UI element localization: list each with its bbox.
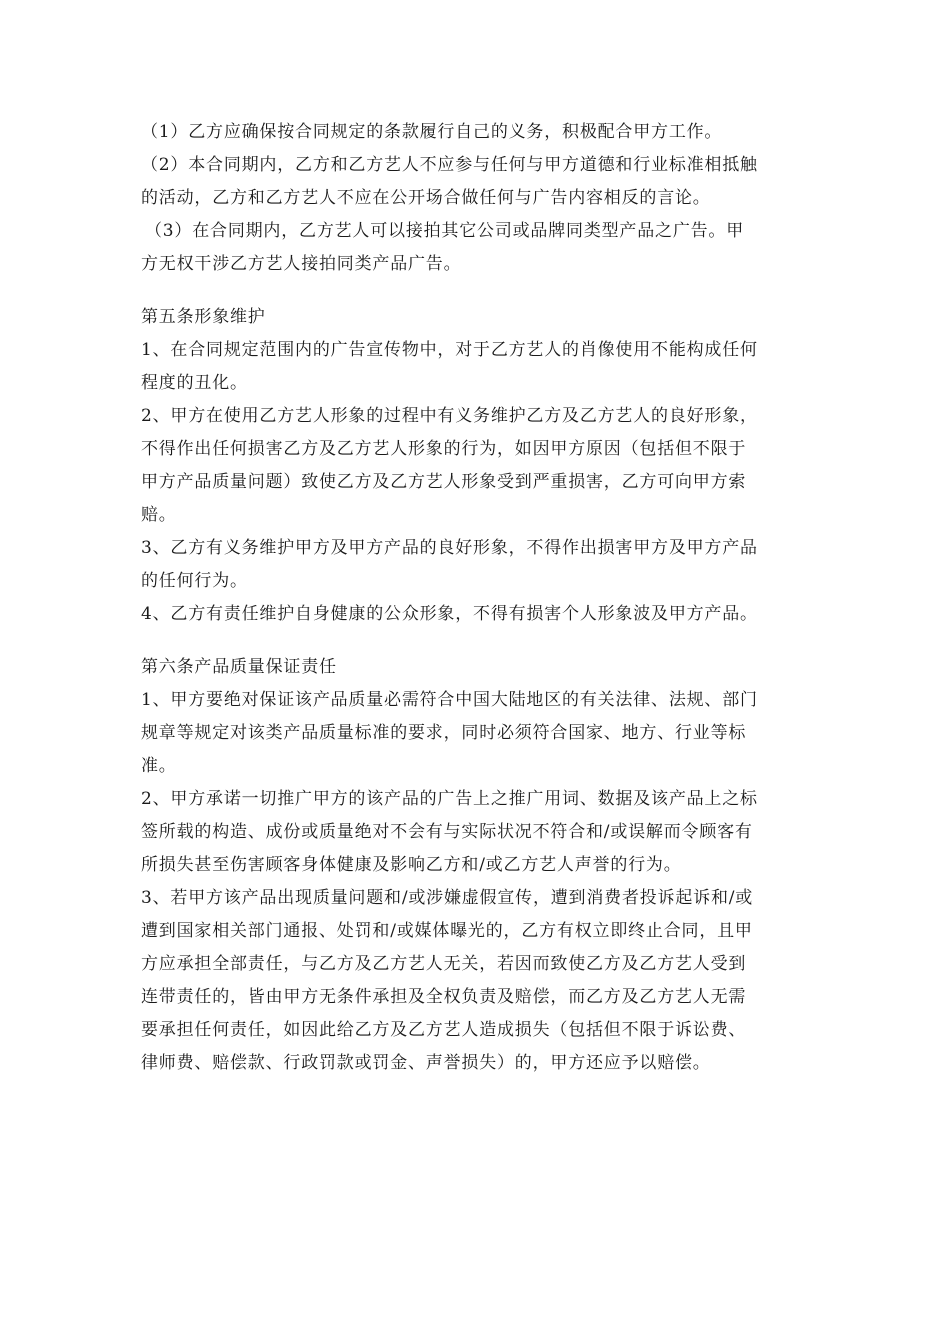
clause-line: 要承担任何责任，如因此给乙方及乙方艺人造成损失（包括但不限于诉讼费、: [141, 1020, 747, 1040]
clause-line: 连带责任的，皆由甲方无条件承担及全权负责及赔偿，而乙方及乙方艺人无需: [141, 987, 747, 1007]
clause-line: 的活动，乙方和乙方艺人不应在公开场合做任何与广告内容相反的言论。: [141, 188, 711, 208]
clause-line: 签所载的构造、成份或质量绝对不会有与实际状况不符合和/或误解而令顾客有: [141, 822, 753, 842]
clause-line: 的任何行为。: [141, 571, 248, 591]
clause-line: 不得作出任何损害乙方及乙方艺人形象的行为，如因甲方原因（包括但不限于: [141, 439, 747, 459]
section-title: 第六条产品质量保证责任: [141, 657, 337, 677]
clause-line: 律师费、赔偿款、行政罚款或罚金、声誉损失）的，甲方还应予以赔偿。: [141, 1053, 711, 1073]
clause-line: 方无权干涉乙方艺人接拍同类产品广告。: [141, 254, 462, 274]
clause-line: （1）乙方应确保按合同规定的条款履行自己的义务，积极配合甲方工作。: [141, 122, 723, 142]
clause-line: 方应承担全部责任，与乙方及乙方艺人无关，若因而致使乙方及乙方艺人受到: [141, 954, 747, 974]
clause-line: 所损失甚至伤害顾客身体健康及影响乙方和/或乙方艺人声誉的行为。: [141, 855, 682, 875]
clause-line: 4、乙方有责任维护自身健康的公众形象，不得有损害个人形象波及甲方产品。: [141, 604, 758, 624]
clause-line: 程度的丑化。: [141, 373, 248, 393]
clause-line: 1、甲方要绝对保证该产品质量必需符合中国大陆地区的有关法律、法规、部门: [141, 690, 758, 710]
section-title: 第五条形象维护: [141, 307, 266, 327]
clause-line: 2、甲方在使用乙方艺人形象的过程中有义务维护乙方及乙方艺人的良好形象，: [141, 406, 758, 426]
section-4-clauses: [141, 116, 806, 281]
clause-line: （3）在合同期内，乙方艺人可以接拍其它公司或品牌同类型产品之广告。甲: [145, 221, 745, 241]
clause-line: 3、乙方有义务维护甲方及甲方产品的良好形象，不得作出损害甲方及甲方产品: [141, 538, 758, 558]
clause-line: 2、甲方承诺一切推广甲方的该产品的广告上之推广用词、数据及该产品上之标: [141, 789, 758, 809]
clause-line: 3、若甲方该产品出现质量问题和/或涉嫌虚假宣传，遭到消费者投诉起诉和/或: [141, 888, 754, 908]
document-page: [141, 116, 806, 1080]
paragraph-gap: [141, 281, 806, 301]
clause-line: 准。: [141, 756, 177, 776]
clause-line: 赔。: [141, 505, 177, 525]
clause-line: 1、在合同规定范围内的广告宣传物中，对于乙方艺人的肖像使用不能构成任何: [141, 340, 758, 360]
clause-line: 规章等规定对该类产品质量标准的要求，同时必须符合国家、地方、行业等标: [141, 723, 747, 743]
section-5: [141, 301, 806, 631]
clause-line: （2）本合同期内，乙方和乙方艺人不应参与任何与甲方道德和行业标准相抵触: [141, 155, 758, 175]
section-6: [141, 651, 806, 1080]
clause-line: 遭到国家相关部门通报、处罚和/或媒体曝光的，乙方有权立即终止合同，且甲: [141, 921, 753, 941]
clause-line: 甲方产品质量问题）致使乙方及乙方艺人形象受到严重损害，乙方可向甲方索: [141, 472, 747, 492]
paragraph-gap: [141, 631, 806, 651]
